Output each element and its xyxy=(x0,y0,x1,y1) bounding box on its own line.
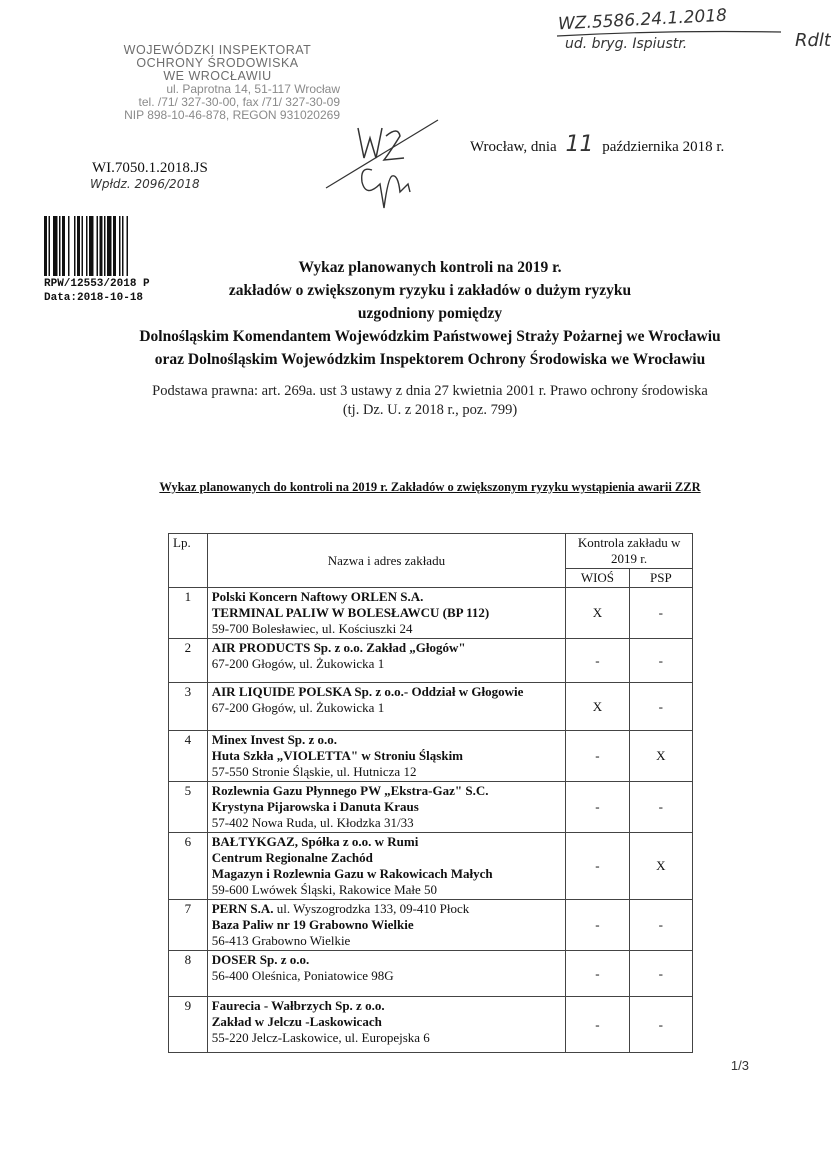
section-title: Wykaz planowanych do kontroli na 2019 r. Zakładów o zwiększonym ryzyku wystąpienia awarii ZZR xyxy=(159,480,701,494)
table-row xyxy=(169,588,693,639)
row-facility xyxy=(207,639,565,683)
header-control: Kontrola zakładu w 2019 r. xyxy=(566,534,693,569)
title-line: oraz Dolnośląskim Wojewódzkim Inspektorem Ochrony Środowiska we Wrocławiu xyxy=(154,351,706,368)
row-psp-mark: - xyxy=(629,900,692,951)
facility-address: 57-550 Stronie Śląskie, ul. Hutnicza 12 xyxy=(211,764,417,779)
row-lp: 7 xyxy=(169,900,208,951)
row-wios-mark: - xyxy=(566,782,630,833)
row-lp: 9 xyxy=(169,997,208,1053)
table-row xyxy=(169,731,693,782)
facility-name-line: BAŁTYKGAZ, Spółka z o.o. w Rumi xyxy=(211,834,419,849)
date-day: 11 xyxy=(565,132,594,157)
org-nip: NIP 898-10-46-878, REGON 931020269 xyxy=(124,108,340,122)
document-title xyxy=(60,256,800,371)
row-lp: 4 xyxy=(169,731,208,782)
facilities-table xyxy=(168,533,693,1053)
facility-name-line: Faurecia - Wałbrzych Sp. z o.o. xyxy=(211,998,385,1013)
row-facility xyxy=(207,683,565,731)
facility-name-line: Zakład w Jelczu -Laskowicach xyxy=(211,1014,382,1029)
table-row xyxy=(169,997,693,1053)
table-row xyxy=(169,833,693,900)
legal-line: (tj. Dz. U. z 2018 r., poz. 799) xyxy=(342,402,518,418)
row-facility xyxy=(207,782,565,833)
barcode-text-line2: Data:2018-10-18 xyxy=(44,292,144,304)
facility-address: 56-400 Oleśnica, Poniatowice 98G xyxy=(211,968,394,983)
barcode-bar xyxy=(44,216,47,276)
row-facility xyxy=(207,833,565,900)
row-facility xyxy=(207,997,565,1053)
row-facility xyxy=(207,951,565,997)
row-wios-mark: - xyxy=(566,731,630,782)
legal-line: Podstawa prawna: art. 269a. ust 3 ustawy z dnia 27 kwietnia 2001 r. Prawo ochrony środowiska xyxy=(152,383,708,399)
row-psp-mark: - xyxy=(629,997,692,1053)
row-facility xyxy=(207,588,565,639)
date-suffix: października 2018 r. xyxy=(602,139,725,155)
facility-name-line: AIR LIQUIDE POLSKA Sp. z o.o.- Oddział w Głogowie xyxy=(211,684,524,699)
row-wios-mark: - xyxy=(566,900,630,951)
handwritten-signature xyxy=(320,118,440,213)
row-lp: 2 xyxy=(169,639,208,683)
facility-address: 59-600 Lwówek Śląski, Rakowice Małe 50 xyxy=(211,882,438,897)
facility-name-line: Huta Szkła „VIOLETTA" w Stroniu Śląskim xyxy=(211,748,464,763)
table-row xyxy=(169,782,693,833)
facility-first-line xyxy=(212,901,561,917)
facility-address: 67-200 Głogów, ul. Żukowicka 1 xyxy=(211,656,385,671)
row-facility xyxy=(207,731,565,782)
table-body xyxy=(169,588,693,1053)
facility-name-line: Baza Paliw nr 19 Grabowno Wielkie xyxy=(211,917,414,932)
org-name-line3: WE WROCŁAWIU xyxy=(163,69,272,83)
row-wios-mark: - xyxy=(566,833,630,900)
facility-name-line: AIR PRODUCTS Sp. z o.o. Zakład „Głogów" xyxy=(211,640,466,655)
row-wios-mark: - xyxy=(566,951,630,997)
title-line: uzgodniony pomiędzy xyxy=(357,305,503,322)
barcode-text-line1: RPW/12553/2018 P xyxy=(44,278,150,290)
title-line: Dolnośląskim Komendantem Wojewódzkim Państwowej Straży Pożarnej we Wrocławiu xyxy=(139,328,721,345)
row-lp: 6 xyxy=(169,833,208,900)
facility-address: 55-220 Jelcz-Laskowice, ul. Europejska 6 xyxy=(211,1030,430,1045)
facility-address: 57-402 Nowa Ruda, ul. Kłodzka 31/33 xyxy=(211,815,414,830)
header-name: Nazwa i adres zakładu xyxy=(207,534,565,588)
facility-name-line: TERMINAL PALIW W BOLESŁAWCU (BP 112) xyxy=(211,605,490,620)
row-psp-mark: - xyxy=(629,639,692,683)
header-lp: Lp. xyxy=(169,534,208,588)
facility-name-line: Minex Invest Sp. z o.o. xyxy=(211,732,338,747)
org-name-line1: WOJEWÓDZKI INSPEKTORAT xyxy=(123,43,312,57)
date-prefix: Wrocław, dnia xyxy=(470,139,557,155)
table-row xyxy=(169,639,693,683)
table-header-row xyxy=(169,534,693,569)
row-wios-mark: - xyxy=(566,639,630,683)
facility-name-line: Magazyn i Rozlewnia Gazu w Rakowicach Małych xyxy=(211,866,493,881)
row-lp: 1 xyxy=(169,588,208,639)
barcode-bar xyxy=(49,216,51,276)
table-row xyxy=(169,900,693,951)
barcode-bar xyxy=(53,216,58,276)
facility-company-address: ul. Wyszogrodzka 133, 09-410 Płock xyxy=(273,901,470,916)
row-wios-mark: - xyxy=(566,997,630,1053)
row-wios-mark: X xyxy=(566,588,630,639)
handwritten-note: ud. bryg. Ispiustr. xyxy=(565,36,688,52)
handwritten-initials: Rdlt xyxy=(795,30,831,51)
facility-name-line: Krystyna Pijarowska i Danuta Kraus xyxy=(211,799,419,814)
table-row xyxy=(169,951,693,997)
facility-name-line: Rozlewnia Gazu Płynnego PW „Ekstra-Gaz" S.C. xyxy=(211,783,489,798)
header-wios: WIOŚ xyxy=(566,569,630,588)
facility-name-line: Polski Koncern Naftowy ORLEN S.A. xyxy=(211,589,424,604)
facility-address: 67-200 Głogów, ul. Żukowicka 1 xyxy=(211,700,385,715)
row-psp-mark: - xyxy=(629,683,692,731)
facility-name-line: Centrum Regionalne Zachód xyxy=(211,850,373,865)
document-date xyxy=(470,132,724,157)
page-number: 1/3 xyxy=(730,1058,749,1073)
row-lp: 3 xyxy=(169,683,208,731)
facility-address: 59-700 Bolesławiec, ul. Kościuszki 24 xyxy=(211,621,413,636)
org-name-line2: OCHRONY ŚRODOWISKA xyxy=(136,56,299,70)
legal-basis xyxy=(60,382,800,420)
handwritten-underline xyxy=(555,30,785,38)
header-psp: PSP xyxy=(629,569,692,588)
row-lp: 5 xyxy=(169,782,208,833)
handwritten-reference: WZ.5586.24.1.2018 xyxy=(557,5,728,35)
org-phone: tel. /71/ 327-30-00, fax /71/ 327-30-09 xyxy=(138,95,340,109)
facility-address: 56-413 Grabowno Wielkie xyxy=(211,933,351,948)
row-wios-mark: X xyxy=(566,683,630,731)
row-psp-mark: X xyxy=(629,731,692,782)
row-psp-mark: - xyxy=(629,951,692,997)
row-psp-mark: X xyxy=(629,833,692,900)
org-address: ul. Paprotna 14, 51-117 Wrocław xyxy=(166,82,340,96)
facility-company: PERN S.A. xyxy=(211,901,274,916)
row-psp-mark: - xyxy=(629,782,692,833)
title-line: Wykaz planowanych kontroli na 2019 r. xyxy=(298,259,562,276)
row-psp-mark: - xyxy=(629,588,692,639)
table-row xyxy=(169,683,693,731)
reference-number: WI.7050.1.2018.JS xyxy=(92,160,208,176)
row-lp: 8 xyxy=(169,951,208,997)
title-line: zakładów o zwiększonym ryzyku i zakładów o dużym ryzyku xyxy=(228,282,632,299)
row-facility xyxy=(207,900,565,951)
issuer-header xyxy=(95,44,340,122)
handwritten-reg-number: Wpłdz. 2096/2018 xyxy=(90,177,200,191)
facility-name-line: DOSER Sp. z o.o. xyxy=(211,952,310,967)
